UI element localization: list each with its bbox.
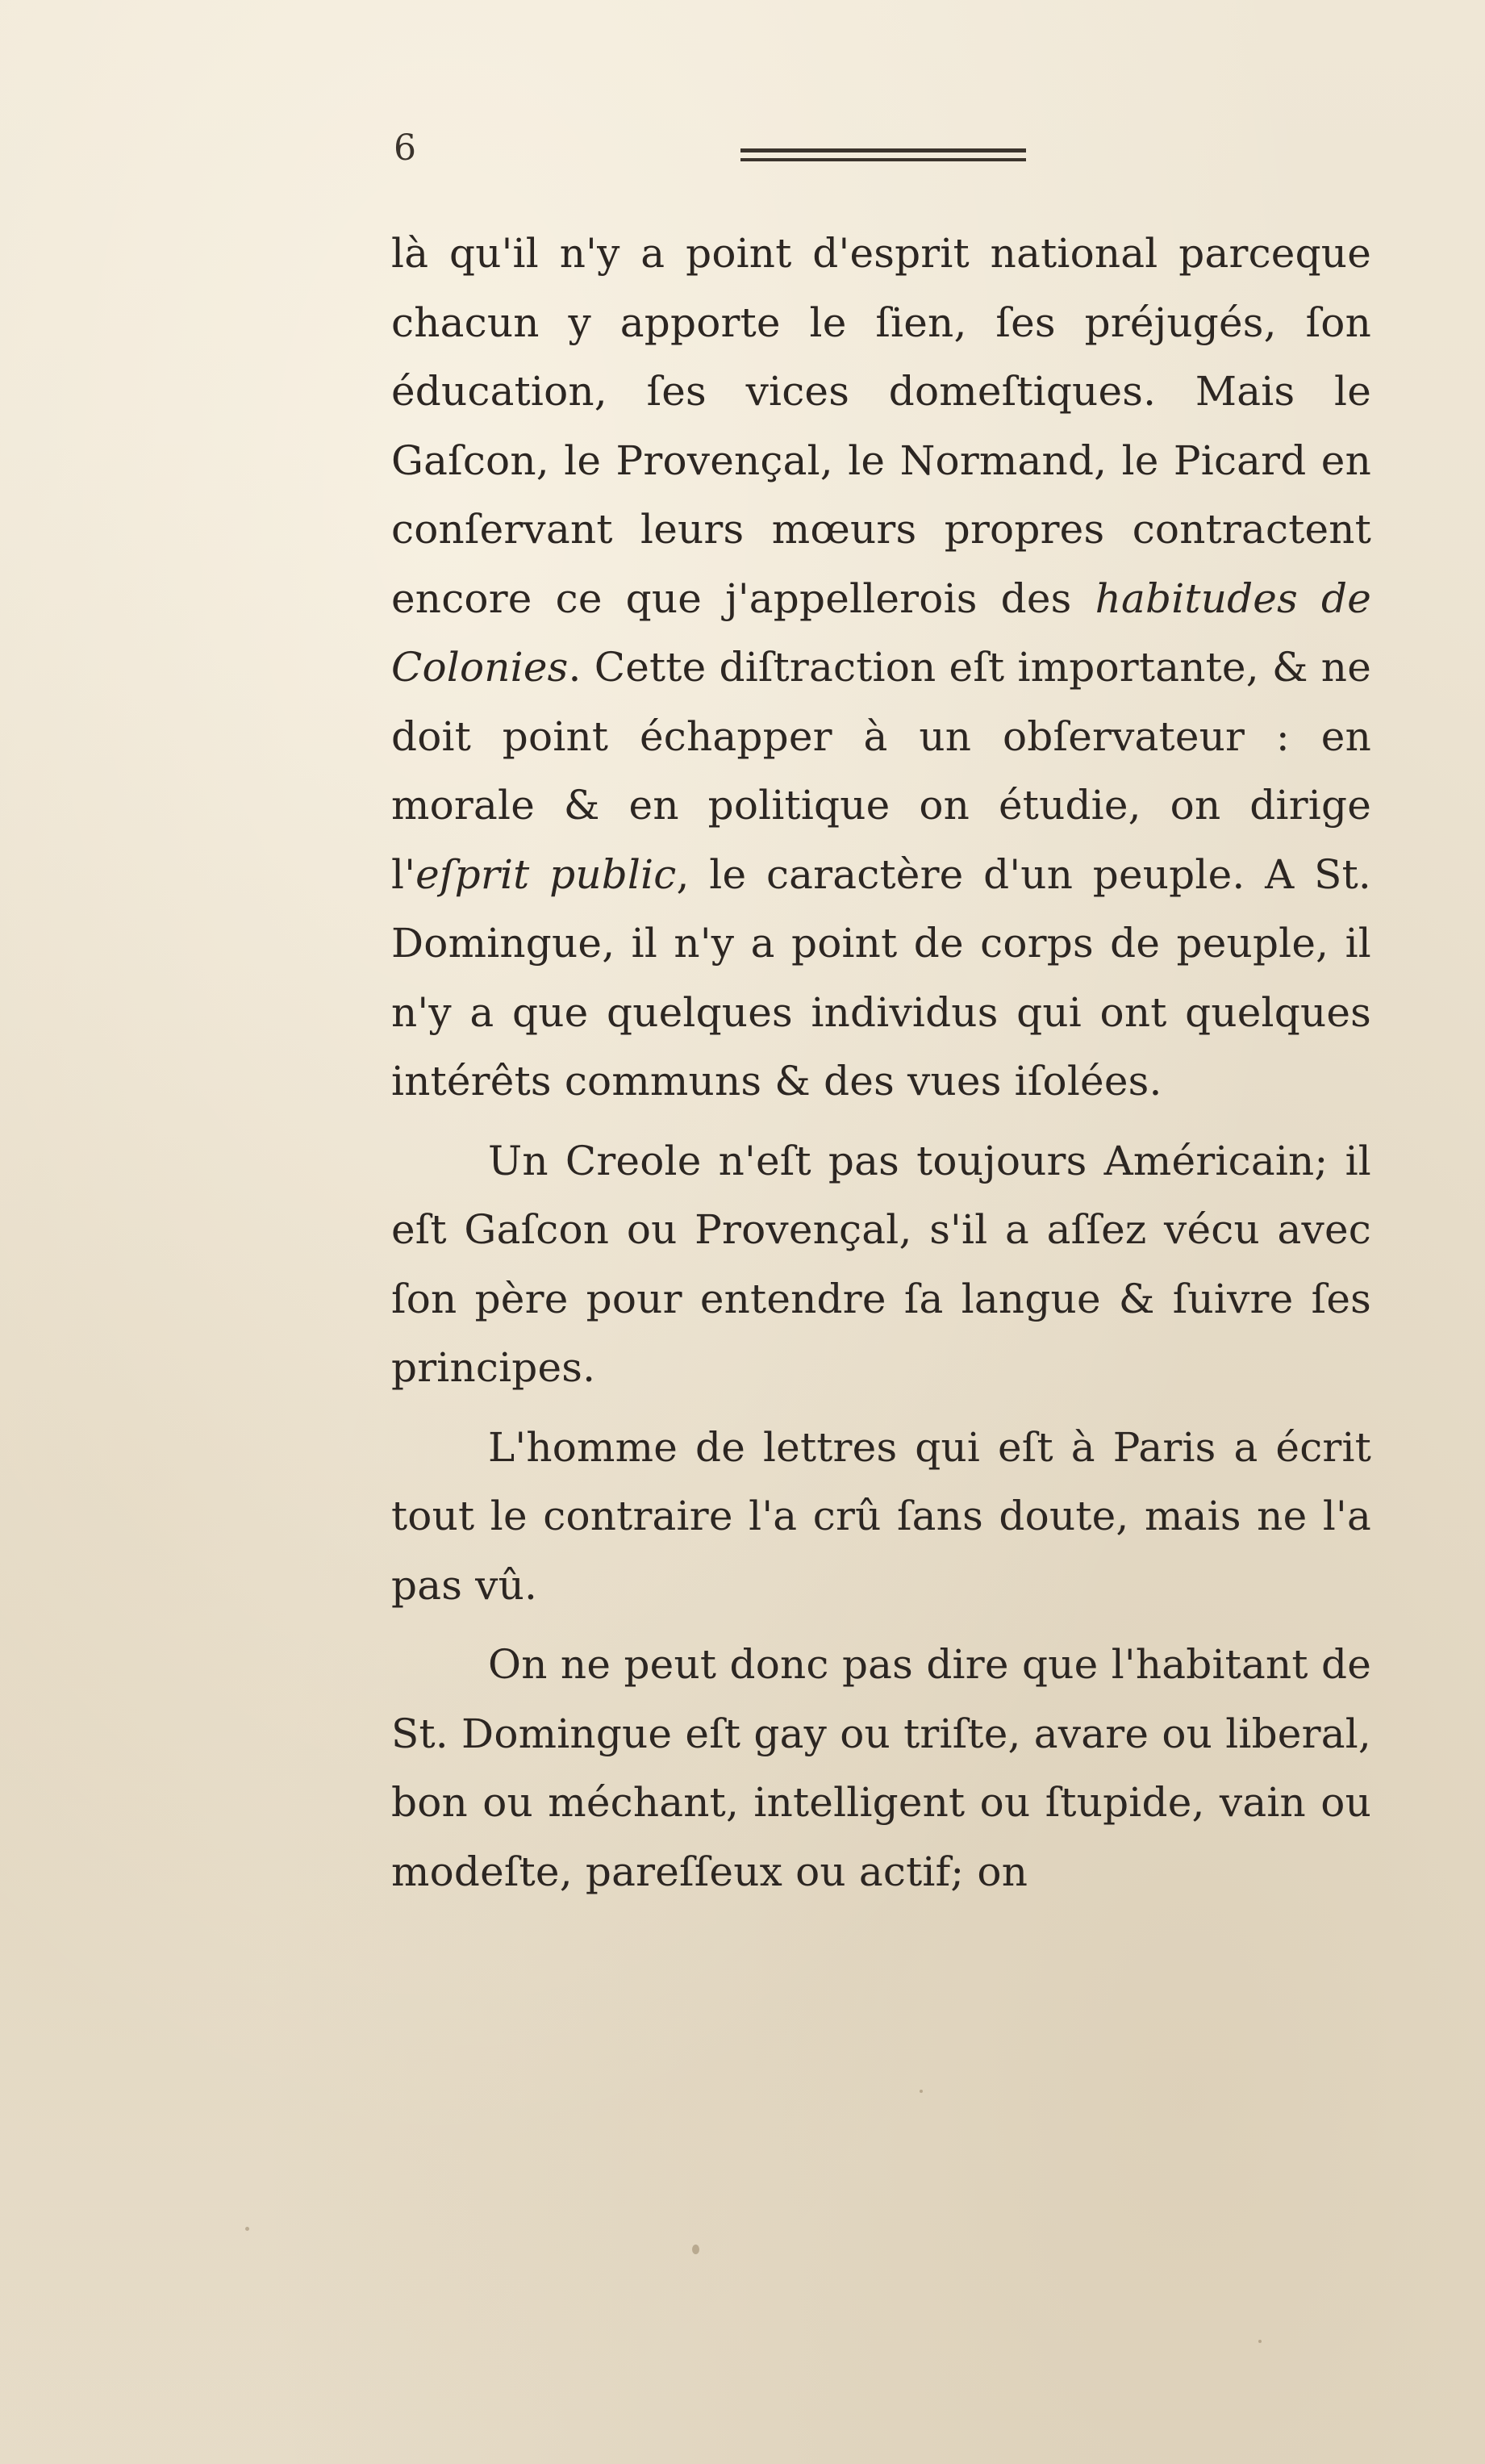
header-rule bbox=[740, 148, 1026, 152]
paper-speck bbox=[245, 2227, 249, 2231]
paper-speck bbox=[1258, 2340, 1262, 2343]
italic-habitudes-de-colonies: habitudes de Colonies bbox=[391, 574, 1372, 691]
paragraph-2: Un Creole n'eſt pas toujours Américain; il eſt Gaſcon ou Provençal, s'il a aſſez vécu avec ſon père pour entendre ſa langue & ſuivre ſes principes. bbox=[391, 1137, 1371, 1391]
italic-esprit-public: eſprit public bbox=[415, 850, 677, 898]
paragraph-1-part-3: . Cette diſtraction eſt importante, & ne doit point échapper à un obſervateur : en morale & en politique on étudie, on dirige l' bbox=[391, 644, 1371, 898]
paper-speck bbox=[692, 2245, 699, 2254]
paragraph-1 bbox=[391, 219, 1371, 1117]
paragraph-1-part-1: là qu'il n'y a point d'esprit national parceque chacun y apporte le ſien, ſes préjugés, ſon éducation, ſes vices domeſtiques. Mais le Gaſcon, le Provençal, le Normand, le Picard en conſervant leurs mœurs propres contractent encore ce que j'appellerois des bbox=[391, 230, 1371, 622]
page-number: 6 bbox=[394, 127, 416, 169]
paper-speck bbox=[920, 2090, 923, 2093]
paragraph-1-part-5: , le caractère d'un peuple. A St. Domingue, il n'y a point de corps de peuple, il n'y a que quelques individus qui ont quelques intérêts communs & des vues iſolées. bbox=[391, 850, 1371, 1105]
paragraph-4: On ne peut donc pas dire que l'habitant de St. Domingue eſt gay ou triſte, avare ou liberal, bon ou méchant, intelligent ou ſtupide, vain ou modeſte, pareſſeux ou actif; on bbox=[391, 1641, 1371, 1895]
body-text bbox=[391, 219, 1371, 1917]
paragraph-3: L'homme de lettres qui eſt à Paris a écrit tout le contraire l'a crû ſans doute, mais ne l'a pas vû. bbox=[391, 1423, 1371, 1609]
header-rule-thin bbox=[740, 158, 1026, 161]
